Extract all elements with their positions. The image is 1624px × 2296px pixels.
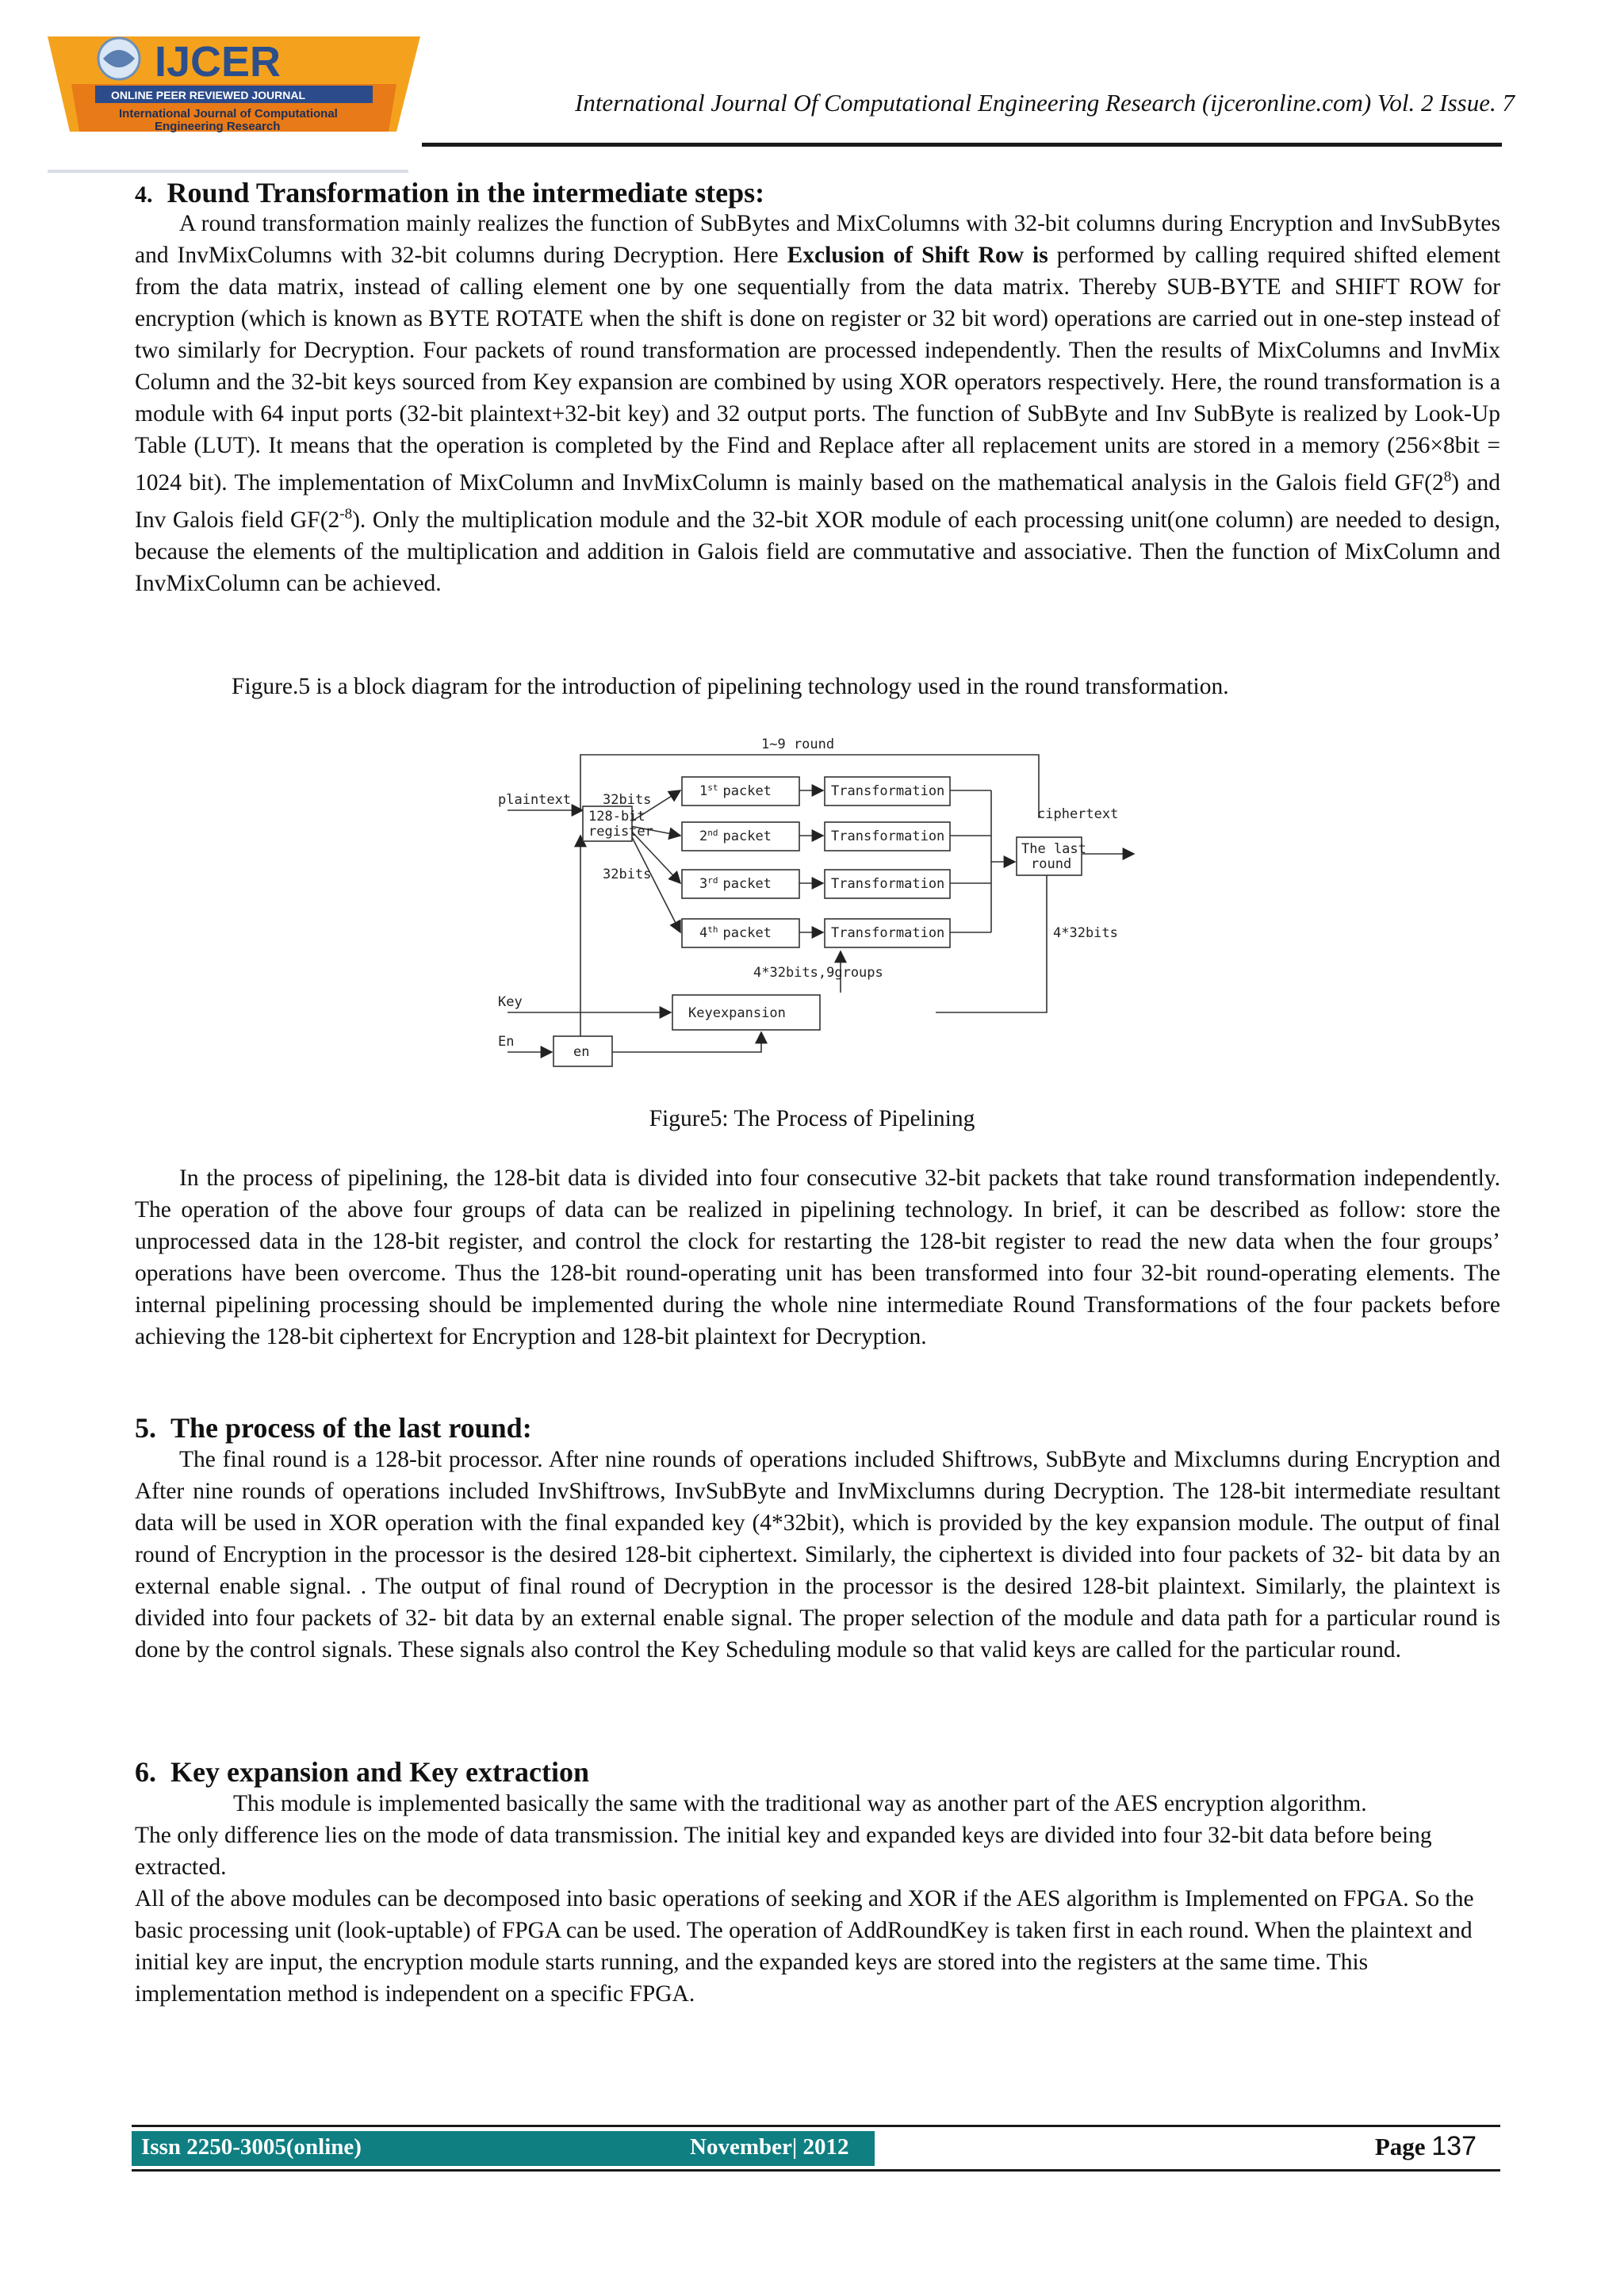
section-6-line: This module is implemented basically the same with the traditional way as another part of the AES encryption algorithm. bbox=[233, 1791, 1367, 1816]
round-label: 1~9 round bbox=[761, 737, 835, 752]
section-number: 4. bbox=[135, 182, 153, 208]
section-number: 5. bbox=[135, 1412, 156, 1444]
text-run: Four packets of round transformation are processed independently. Then the results of MixColumns and InvMix Column and the 32-bit keys sourced from Key expansion are combined by using XOR operators respectively. Here, the round transformation is a module with 64 input ports (32-bit plaintext+32-bit key) and 32 output ports. The function of SubByte and Inv SubByte is realized by Look-Up Table (LUT). It means that the operation is completed by the Find and Replace after all replacement units are stored in a memory (256×8bit = 1024 bit). The implementation of MixColumn and InvMixColumn is mainly based on the mathematical analysis in the Galois field GF(2 bbox=[135, 338, 1501, 496]
packet-label: 3rd packet bbox=[699, 875, 772, 892]
logo-underline bbox=[48, 170, 408, 173]
section-number: 6. bbox=[135, 1756, 156, 1788]
bits-label-bottom: 32bits bbox=[603, 867, 652, 882]
section-6-body bbox=[135, 1788, 1500, 2010]
plaintext-label: plaintext bbox=[498, 792, 572, 808]
page-label: Page bbox=[1374, 2133, 1426, 2160]
footer-page bbox=[1269, 2131, 1477, 2162]
footer-date: November| 2012 bbox=[690, 2134, 849, 2160]
section-5-paragraph: The final round is a 128-bit processor. After nine rounds of operations included Shiftrows, SubByte and Mixclumns during Encryption and After nine rounds of operations included InvShiftrows, InvSubByte and InvMixclumns during Decryption. The 128-bit intermediate resultant data will be used in XOR operation with the final expanded key (4*32bit), which is provided by the key expansion module. The output of final round of Encryption in the processor is the desired 128-bit ciphertext. Similarly, the ciphertext is divided into four packets of 32- bit data by an external enable signal. . The output of final round of Decryption in the processor is the desired 128-bit plaintext. Similarly, the plaintext is divided into four packets of 32- bit data by an external enable signal. The proper selection of the module and data path for a particular round is done by the control signals. These signals also control the Key Scheduling module so that valid keys are called for the particular round. bbox=[135, 1447, 1500, 1663]
section-6-line: All of the above modules can be decomposed into basic operations of seeking and XOR if the AES algorithm is Implemented on FPGA. So the basic processing unit (look-uptable) of FPGA can be used. The operation of AddRoundKey is taken first in each round. When the plaintext and initial key are input, the encryption module starts running, and the expanded keys are stored into the registers at the same time. This implementation method is independent on a specific FPGA. bbox=[135, 1886, 1474, 2007]
superscript: 8 bbox=[1443, 469, 1452, 485]
text-run: performed by calling required shifted element from the data matrix, instead of calling element one by one sequentially from the data matrix. Thereby SUB-BYTE and SHIFT ROW for encryption (which is known as BYTE ROTATE when the shift is done on register or 32 bit word) operations are carried out in one-step instead of two similarly for Decryption. bbox=[135, 243, 1501, 363]
section-6-heading bbox=[135, 1755, 589, 1789]
keyexpansion-label: Keyexpansion bbox=[688, 1005, 786, 1021]
logo-subtitle-1: International Journal of Computational bbox=[119, 107, 338, 121]
section-title: Round Transformation in the intermediate steps: bbox=[167, 177, 765, 209]
bits-label-top: 32bits bbox=[603, 792, 652, 808]
packet-label: 2nd packet bbox=[699, 828, 772, 844]
pipelining-block-diagram bbox=[492, 731, 1142, 1088]
figure-intro-text: Figure.5 is a block diagram for the introduction of pipelining technology used in the round transformation. bbox=[232, 674, 1229, 699]
key-input-label: Key bbox=[498, 994, 523, 1010]
output-bits-label: 4*32bits bbox=[1053, 925, 1118, 941]
last-round-label: The last bbox=[1021, 841, 1086, 857]
register-label: 128-bit bbox=[588, 809, 645, 825]
text-run: ). Only the multiplication module and the 32-bit XOR module of each processing unit(one column) are needed to design, because the elements of the multiplication and addition in Galois field are commutative and associative. Then the function of MixColumn and InvMixColumn can be achieved. bbox=[135, 507, 1501, 596]
transformation-label: Transformation bbox=[831, 783, 945, 799]
journal-logo bbox=[48, 29, 420, 179]
logo-tagline: ONLINE PEER REVIEWED JOURNAL bbox=[111, 89, 306, 101]
page-number: 137 bbox=[1431, 2131, 1477, 2161]
section-title: Key expansion and Key extraction bbox=[170, 1756, 589, 1788]
packet-label: 1st packet bbox=[699, 783, 772, 799]
superscript: -8 bbox=[339, 505, 353, 522]
transformation-label: Transformation bbox=[831, 876, 945, 892]
journal-title: International Journal Of Computational Engineering Research (ijceronline.com) Vol. 2 Issue. 7 bbox=[575, 89, 1515, 117]
header-rule bbox=[422, 143, 1502, 147]
section-4-paragraph bbox=[135, 208, 1500, 599]
bold-phrase: Exclusion of Shift Row is bbox=[787, 243, 1048, 268]
groups-label: 4*32bits,9groups bbox=[753, 965, 883, 981]
packet-label: 4th packet bbox=[699, 924, 772, 941]
en-input-label: En bbox=[498, 1034, 515, 1050]
figure-caption: Figure5: The Process of Pipelining bbox=[649, 1106, 975, 1131]
text-run: A round transformation mainly realizes the function of SubBytes and MixColumns with 32-bit columns during Encryption and InvSubBytes and InvMixColumns with 32-bit columns during Decryption. Here bbox=[135, 211, 1500, 268]
en-box-label: en bbox=[573, 1044, 590, 1060]
transformation-label: Transformation bbox=[831, 828, 945, 844]
transformation-label: Transformation bbox=[831, 925, 945, 941]
footer-issn: Issn 2250-3005(online) bbox=[141, 2134, 362, 2160]
footer-rule bbox=[132, 2125, 1500, 2127]
ciphertext-label: ciphertext bbox=[1037, 806, 1119, 822]
footer-rule bbox=[132, 2169, 1500, 2172]
text-run: ) and Inv Galois field GF(2 bbox=[135, 469, 1501, 533]
logo-subtitle-2: Engineering Research bbox=[155, 120, 281, 133]
section-4-heading bbox=[135, 176, 764, 209]
last-round-label: round bbox=[1031, 856, 1072, 872]
register-label: register bbox=[588, 824, 653, 840]
pipelining-paragraph: In the process of pipelining, the 128-bit data is divided into four consecutive 32-bit packets that take round transformation independently. The operation of the above four groups of data can be realized in pipelining technology. In brief, it can be described as follow: store the unprocessed data in the 128-bit register, and control the clock for restarting the 128-bit register to read the new data when the four groups’ operations have been overcome. Thus the 128-bit round-operating unit has been transformed into four 32-bit round-operating elements. The internal pipelining processing should be implemented during the whole nine intermediate Round Transformations of the four packets before achieving the 128-bit ciphertext for Encryption and 128-bit plaintext for Decryption. bbox=[135, 1165, 1500, 1349]
section-5-heading bbox=[135, 1411, 532, 1445]
section-title: The process of the last round: bbox=[170, 1412, 532, 1444]
logo-text: IJCER bbox=[155, 38, 282, 86]
section-6-line: The only difference lies on the mode of data transmission. The initial key and expanded keys are divided into four 32-bit data before being extracted. bbox=[135, 1823, 1432, 1880]
